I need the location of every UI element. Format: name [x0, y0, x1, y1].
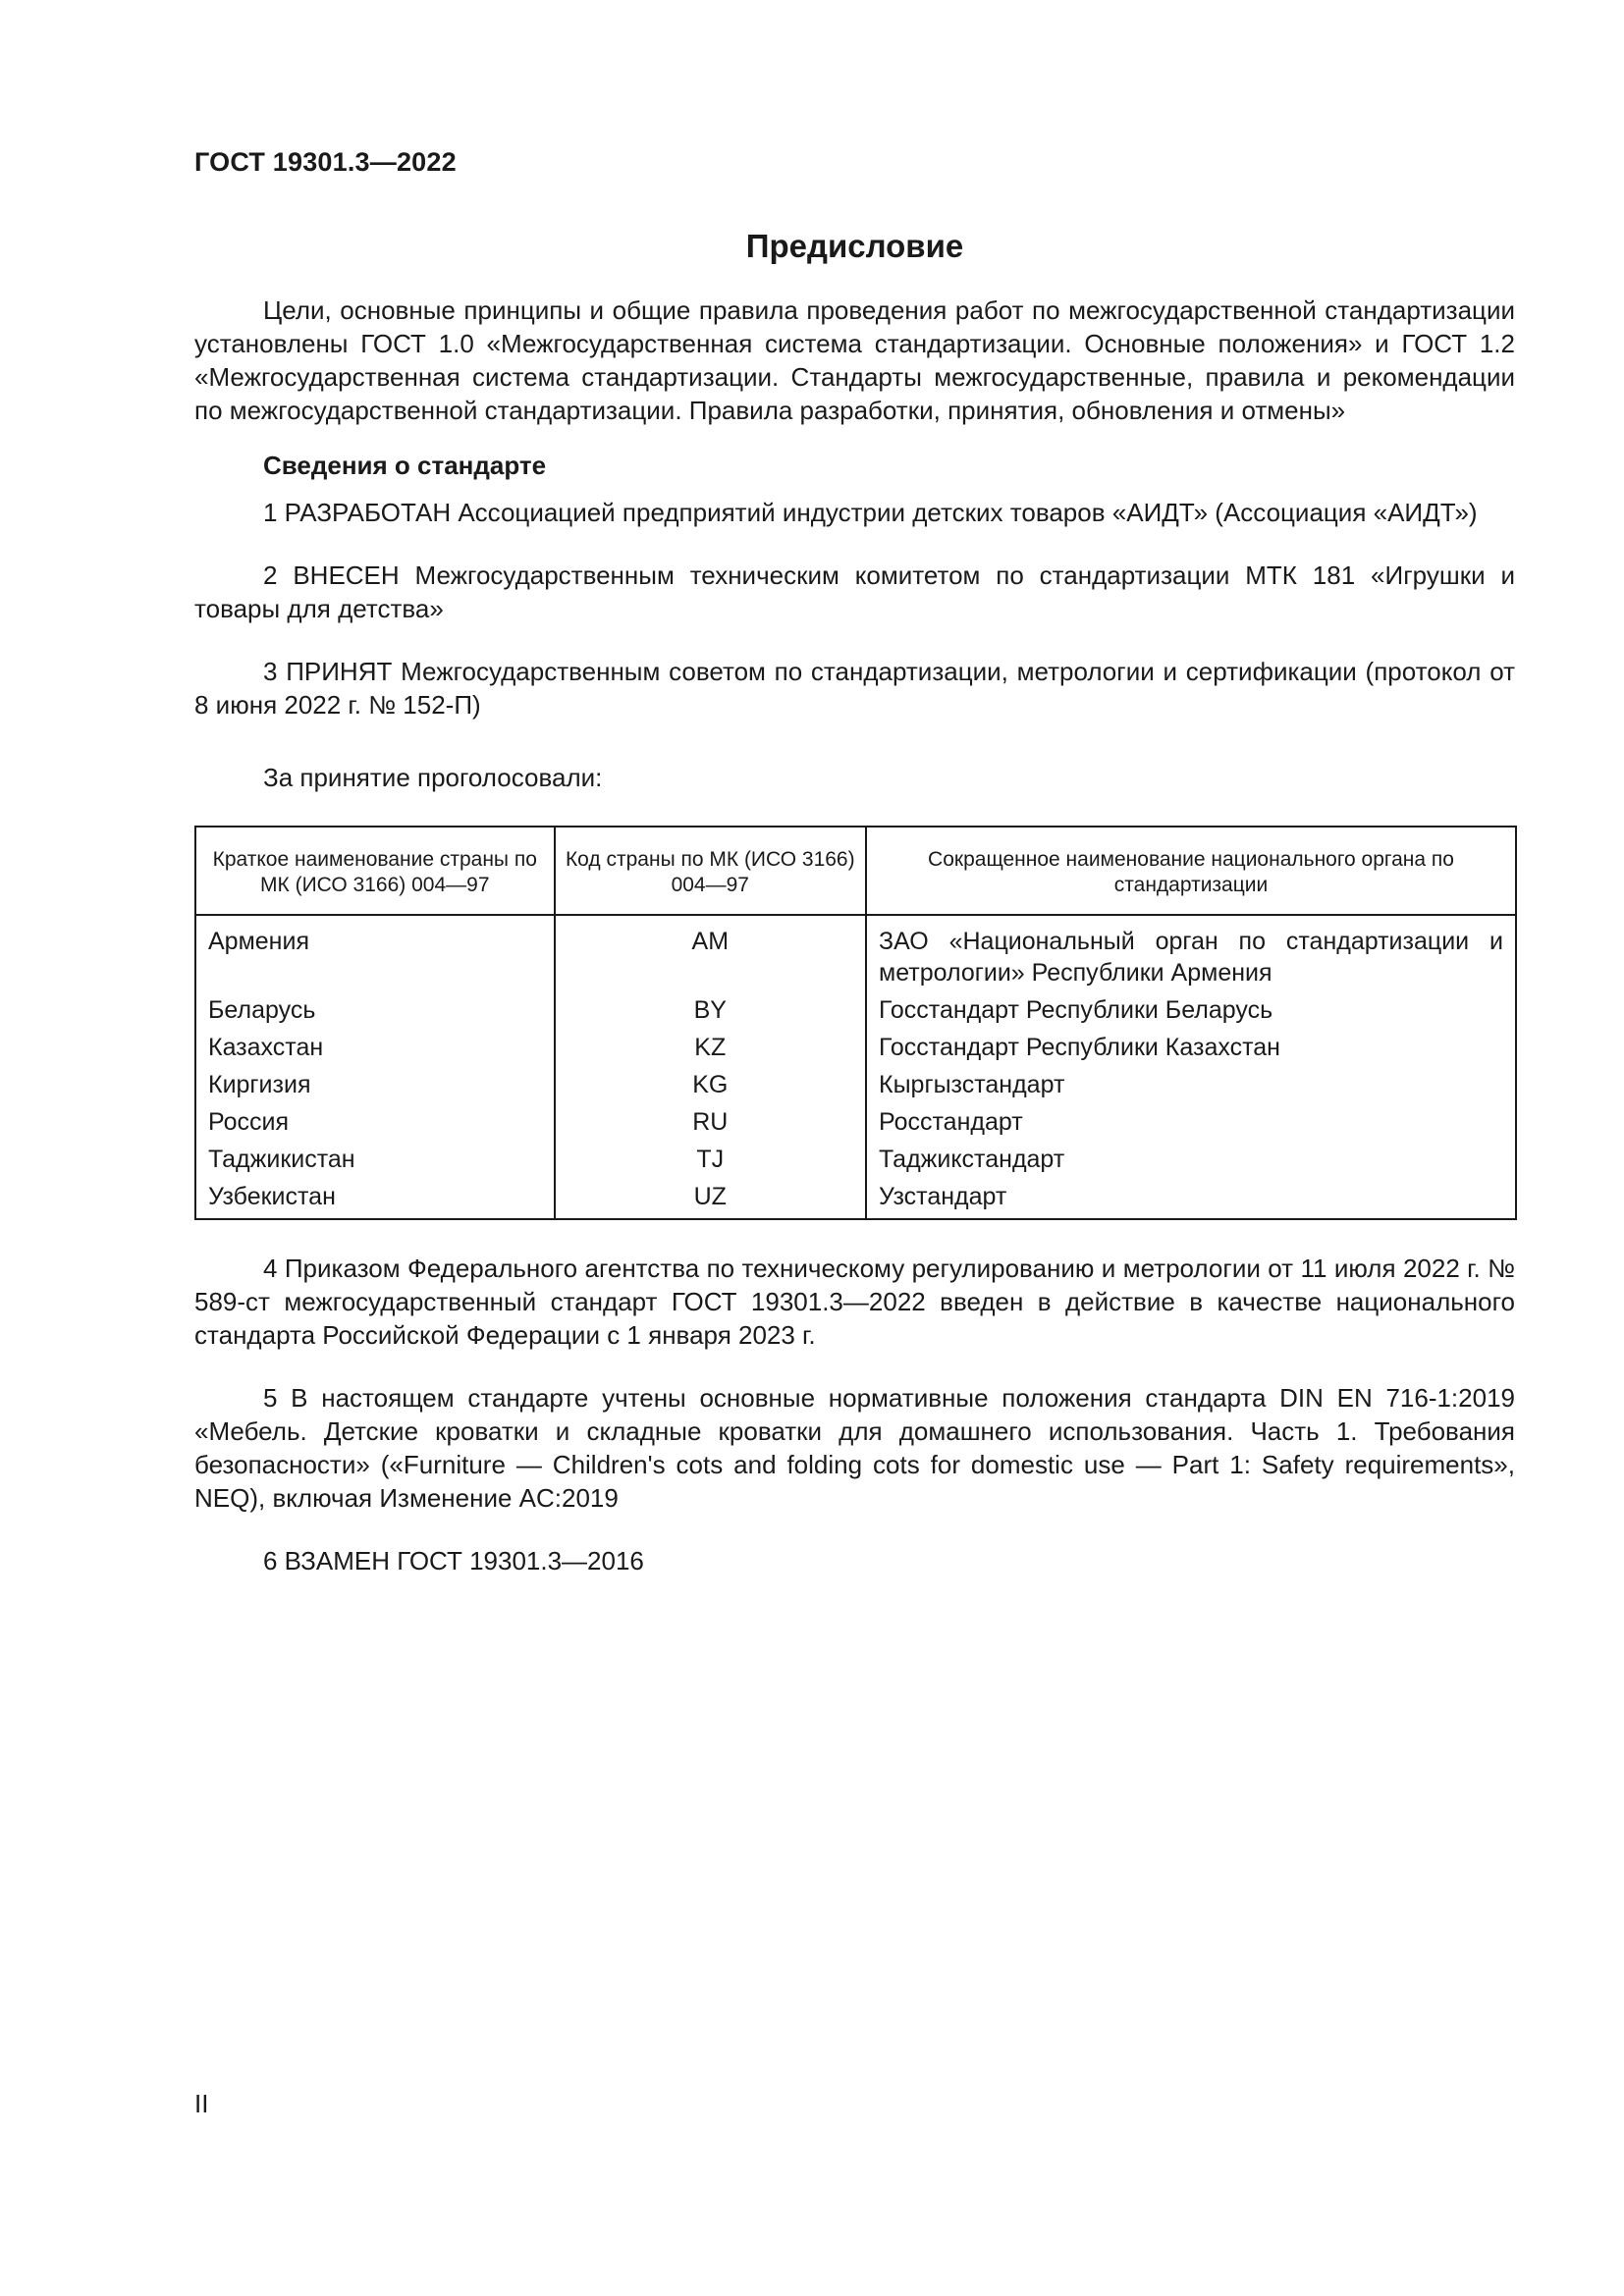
country-code: BY	[555, 991, 866, 1029]
item-submitted: 2 ВНЕСЕН Межгосударственным техническим комитетом по стандартизации МТК 181 «Игрушки и товары для детства»	[194, 561, 1515, 623]
country-code: AM	[555, 915, 866, 991]
header-country-name: Краткое наименование страны по МК (ИСО 3166) 004—97	[195, 827, 555, 915]
country-code: TJ	[555, 1141, 866, 1178]
country-name: Таджикистан	[208, 1146, 355, 1173]
foreword-section	[194, 221, 1515, 1577]
national-body: Узстандарт	[866, 1178, 1516, 1219]
intro-paragraph: Цели, основные принципы и общие правила проведения работ по межгосударственной стандартизации установлены ГОСТ 1.0 «Межгосударственная система стандартизации. Основные положения» и ГОСТ 1.2 «Межгосударственная система стандартизации. Стандарты межгосударственные, правила и рекомендации по межгосударственной стандартизации. Правила разработки, принятия, обновления и отмены»	[194, 295, 1515, 425]
table-header-row	[195, 827, 1516, 915]
national-body: Госстандарт Республики Казахстан	[866, 1029, 1516, 1066]
table-row	[195, 991, 1516, 1029]
national-body: Кыргызстандарт	[866, 1066, 1516, 1103]
country-name: Киргизия	[208, 1071, 311, 1098]
table-row	[195, 1141, 1516, 1178]
national-body: Госстандарт Республики Беларусь	[866, 991, 1516, 1029]
country-code: UZ	[555, 1178, 866, 1219]
country-name: Армения	[208, 928, 309, 955]
item-replaces: 6 ВЗАМЕН ГОСТ 19301.3—2016	[263, 1546, 644, 1575]
post-table-items	[194, 1252, 1515, 1577]
page-number: II	[194, 2089, 209, 2118]
header-country-code: Код страны по МК (ИСО 3166) 004—97	[555, 827, 866, 915]
item-adopted: 3 ПРИНЯТ Межгосударственным советом по стандартизации, метрологии и сертификации (протокол от 8 июня 2022 г. № 152-П)	[194, 657, 1515, 720]
table-row	[195, 915, 1516, 991]
country-code: RU	[555, 1103, 866, 1141]
country-name: Беларусь	[208, 996, 316, 1024]
country-name: Казахстан	[208, 1034, 324, 1061]
voted-label: За принятие проголосовали:	[263, 763, 603, 792]
country-code: KG	[555, 1066, 866, 1103]
header-national-body: Сокращенное наименование национального органа по стандартизации	[866, 827, 1516, 915]
country-name: Узбекистан	[208, 1183, 336, 1210]
country-code: KZ	[555, 1029, 866, 1066]
country-name: Россия	[208, 1108, 289, 1136]
table-row	[195, 1029, 1516, 1066]
table-row	[195, 1178, 1516, 1219]
document-header: ГОСТ 19301.3—2022	[194, 147, 457, 177]
table-row	[195, 1103, 1516, 1141]
national-body: Росстандарт	[866, 1103, 1516, 1141]
item-based-on: 5 В настоящем стандарте учтены основные нормативные положения стандарта DIN EN 716-1:2019 «Мебель. Детские кроватки и складные кроватки для домашнего использования. Часть 1. Требования безопасности» («Furniture — Children's cots and folding cots for domestic use — Part 1: Safety requirements», NEQ), включая Изменение AC:2019	[194, 1383, 1515, 1513]
national-body: ЗАО «Национальный орган по стандартизации и метрологии» Республики Армения	[866, 915, 1516, 991]
standard-info-heading: Сведения о стандарте	[263, 451, 547, 480]
page-title: Предисловие	[745, 228, 964, 264]
item-developed: 1 РАЗРАБОТАН Ассоциацией предприятий индустрии детских товаров «АИДТ» (Ассоциация «АИДТ»)	[263, 498, 1478, 527]
voting-countries-table	[194, 826, 1517, 1220]
national-body: Таджикстандарт	[866, 1141, 1516, 1178]
table-row	[195, 1066, 1516, 1103]
item-enacted: 4 Приказом Федерального агентства по техническому регулированию и метрологии от 11 июля 2022 г. № 589-ст межгосударственный стандарт ГОСТ 19301.3—2022 введен в действие в качестве национального стандарта Российской Федерации с 1 января 2023 г.	[194, 1254, 1515, 1350]
